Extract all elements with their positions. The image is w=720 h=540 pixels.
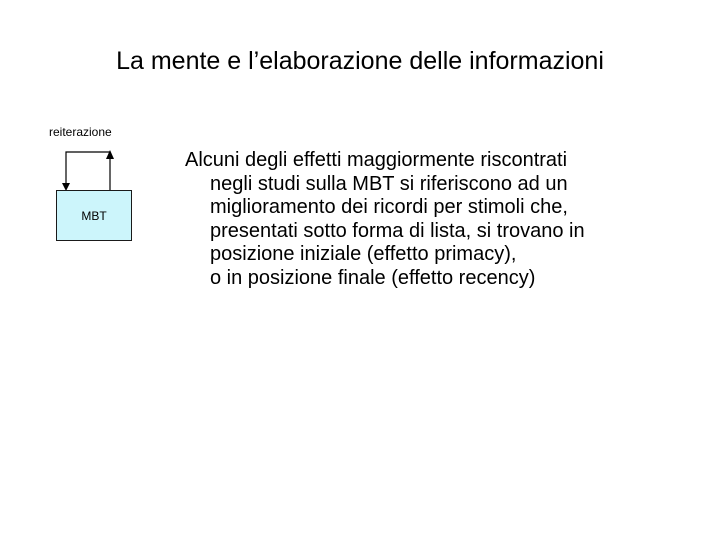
rehearsal-label: reiterazione [49,125,112,139]
loop-start-arrowhead [106,150,114,159]
body-line: miglioramento dei ricordi per stimoli che, [210,196,568,218]
mbt-box [56,190,132,241]
slide-title: La mente e l’elaborazione delle informazioni [116,47,604,75]
body-line: negli studi sulla MBT si riferiscono ad un [210,172,568,195]
body-line: Alcuni degli effetti maggiormente riscontrati [185,149,568,171]
mbt-label: MBT [81,208,107,223]
body-line: presentati sotto forma di lista, si trovano in [210,219,585,242]
body-paragraph [185,149,705,290]
rehearsal-loop-arrow [66,152,110,190]
body-line: o in posizione finale (effetto recency) [210,266,536,289]
body-line: posizione iniziale (effetto primacy), [210,243,517,265]
